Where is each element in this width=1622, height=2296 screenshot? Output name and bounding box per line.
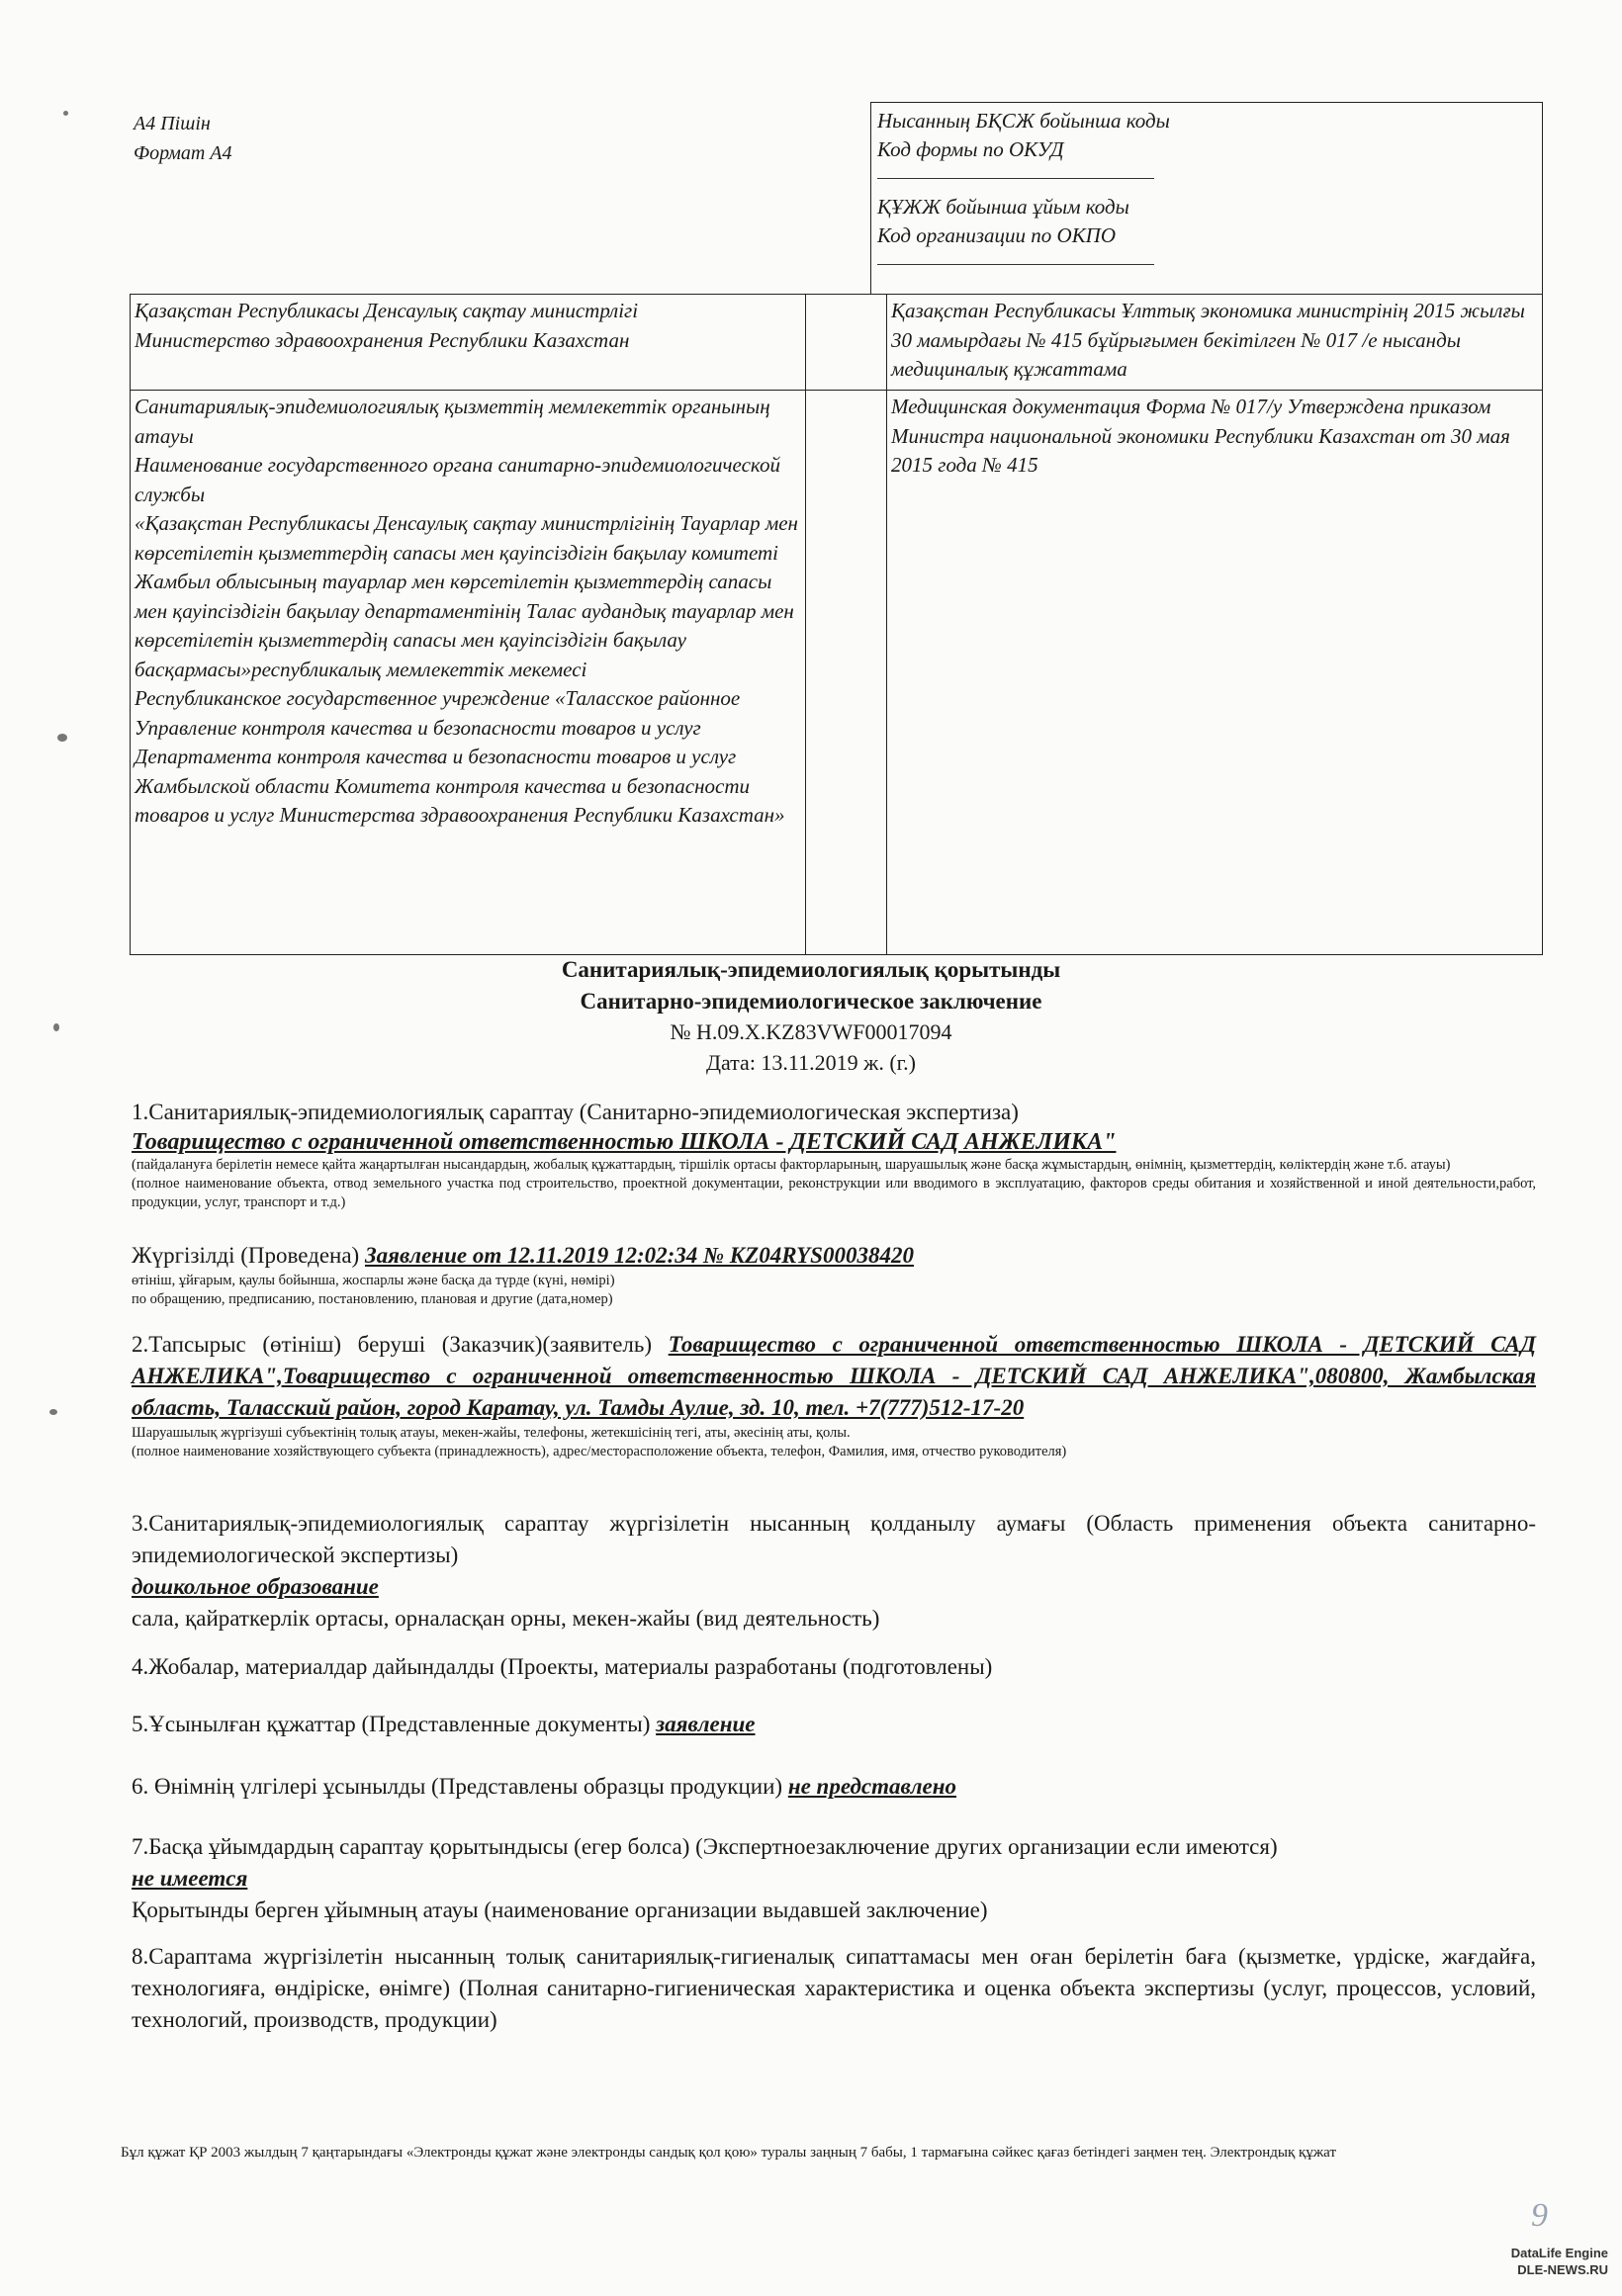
section-8: 8.Сараптама жүргізілетін нысанның толық санитариялық-гигиеналық сипаттамасы мен оған берілетін баға (қызметке, үрдіске, жағдайға, технологияға, өндіріске, өнімге) (Полная санитарно-гигиеническая характеристика и оценка объекта экспертизы (услуг, процессов, условий, технологий, производств, продукции) xyxy=(132,1944,1536,2032)
scan-speck xyxy=(53,1023,59,1031)
document-date: Дата: 13.11.2019 ж. (г.) xyxy=(705,1050,917,1075)
ministry-cell: Қазақстан Республикасы Денсаулық сақтау министрлігі Министерство здравоохранения Республики Казахстан xyxy=(131,295,806,391)
blank-line xyxy=(877,250,1154,265)
application-area: дошкольное образование xyxy=(132,1574,379,1599)
section-7: 7.Басқа ұйымдардың сараптау қорытындысы (егер болса) (Экспертноезаключение других организации если имеются) не имеется Қорытынды берген ұйымның атауы (наименование организации выдавшей заключение) xyxy=(132,1831,1536,1926)
other-conclusion: не имеется xyxy=(132,1866,248,1891)
section-2: 2.Тапсырыс (өтініш) беруші (Заказчик)(заявитель) Товарищество с ограниченной ответственностью ШКОЛА - ДЕТСКИЙ САД АНЖЕЛИКА",Товарищество с ограниченной ответственностью ШКОЛА - ДЕТСКИЙ САД АНЖЕЛИКА",080800, Жамбылская область, Таласский район, город Каратау, ул. Тамды Аулие, зд. 10, тел. +7(777)512-17-20 Шаруашылық жүргізуші субъектінің толық атауы, мекен-жайы, телефоны, жетекшісінің тегі, аты, әкесінің аты, қолы. (полное наименование хозяйствующего субъекта (принадлежность), адрес/месторасположение объекта, телефон, Фамилия, имя, отчество руководителя) xyxy=(132,1332,1536,1459)
section-5: 5.Ұсынылған құжаттар (Представленные документы) заявление xyxy=(132,1712,756,1736)
header-table xyxy=(130,294,1543,955)
submitted-docs: заявление xyxy=(656,1712,756,1736)
form-codes-box: Нысанның БҚСЖ бойынша коды Код формы по ОКУД ҚҰЖЖ бойынша ұйым коды Код организации по ОКПО xyxy=(870,102,1543,295)
section-6: 6. Өнімнің үлгілері ұсынылды (Представлены образцы продукции) не представлено xyxy=(132,1774,957,1799)
organ-cell: Санитариялық-эпидемиологиялық қызметтің мемлекеттік органының атауы Наименование государственного органа санитарно-эпидемиологической службы «Қазақстан Республикасы Денсаулық сақтау министрлігінің Тауарлар мен көрсетілетін қызметтердің сапасы мен қауіпсіздігін бақылау комитеті Жамбыл облысының тауарлар мен көрсетілетін қызметтердің сапасы мен қауіпсіздігін бақылау департаментінің Талас аудандық тауарлар мен көрсетілетін қызметтердің сапасы мен қауіпсіздігін бақылау басқармасы»республикалық мемлекеттік мекемесі Республиканское государственное учреждение «Таласское районное Управление контроля качества и безопасности товаров и услуг Департамента контроля качества и безопасности товаров и услуг Жамбылской области Комитета контроля качества и безопасности товаров и услуг Министерства здравоохранения Республики Казахстан» xyxy=(131,391,806,955)
scan-speck xyxy=(63,111,68,116)
title-ru: Санитарно-эпидемиологическое заключение xyxy=(580,989,1042,1014)
legal-footer: Бұл құжат ҚР 2003 жылдың 7 қаңтарындағы «Электронды құжат және электронды сандық қол қою» туралы заңның 7 бабы, 1 тармағына сәйкес қағаз бетіндегі заңмен тең. Электрондық құжат xyxy=(121,2145,1337,2161)
object-name: Товарищество с ограниченной ответственностью ШКОЛА - ДЕТСКИЙ САД АНЖЕЛИКА" xyxy=(132,1129,1117,1155)
scan-speck xyxy=(57,734,67,742)
conducted-value: Заявление от 12.11.2019 12:02:34 № KZ04RYS00038420 xyxy=(364,1243,914,1268)
customer-value: Товарищество с ограниченной ответственностью ШКОЛА - ДЕТСКИЙ САД АНЖЕЛИКА",Товарищество с ограниченной ответственностью ШКОЛА - ДЕТСКИЙ САД АНЖЕЛИКА",080800, Жамбылская область, Таласский район, город Каратау, ул. Тамды Аулие, зд. 10, тел. +7(777)512-17-20 xyxy=(132,1332,1536,1420)
format-note: А4 Пішін Формат А4 xyxy=(134,113,232,164)
page-number: 9 xyxy=(1531,2197,1548,2234)
watermark: DataLife Engine DLE-NEWS.RU xyxy=(1510,2246,1608,2277)
section-1: 1.Санитариялық-эпидемиологиялық сараптау (Санитарно-эпидемиологическая экспертиза) Товарищество с ограниченной ответственностью ШКОЛА - ДЕТСКИЙ САД АНЖЕЛИКА" (пайдалануға берілетін немесе қайта жаңартылған нысандардың, жобалық құжаттардың, тіршілік ортасы факторларының, шаруашылық және басқа жұмыстардың, өнімнің, қызметтердің, көліктердің және т.б. атауы) (полное наименование объекта, отвод земельного участка под строительство, проектной документации, реконструкции или вводимого в эксплуатацию, факторов среды обитания и хозяйственной и иной деятельности,работ, продукции, услуг, транспорт и т.д.) xyxy=(132,1100,1536,1210)
conducted-section: Жүргізілді (Проведена) Заявление от 12.11.2019 12:02:34 № KZ04RYS00038420 өтініш, ұйғарым, қаулы бойынша, жоспарлы және басқа да түрде (күні, нөмірі) по обращению, предписанию, постановлению, плановая и другие (дата,номер) xyxy=(132,1243,914,1307)
section-3: 3.Санитариялық-эпидемиологиялық сараптау жүргізілетін нысанның қолданылу аумағы (Область применения объекта санитарно-эпидемиологической экспертизы) дошкольное образование сала, қайраткерлік ортасы, орналасқан орны, мекен-жайы (вид деятельность) xyxy=(132,1511,1536,1631)
section-4: 4.Жобалар, материалдар дайындалды (Проекты, материалы разработаны (подготовлены) xyxy=(132,1654,993,1679)
scan-speck xyxy=(49,1409,57,1415)
blank-line xyxy=(877,164,1154,179)
title-kz: Санитариялық-эпидемиологиялық қорытынды xyxy=(561,957,1061,982)
samples-value: не представлено xyxy=(787,1774,957,1799)
approval-ru-cell: Медицинская документация Форма № 017/у Утверждена приказом Министра национальной экономики Республики Казахстан от 30 мая 2015 года № 415 xyxy=(887,391,1543,955)
document-number: № H.09.X.KZ83VWF00017094 xyxy=(670,1019,952,1044)
approval-kz-cell: Қазақстан Республикасы Ұлттық экономика министрінің 2015 жылғы 30 мамырдағы № 415 бұйрығымен бекітілген № 017 /е нысанды медициналық құжаттама xyxy=(887,295,1543,391)
